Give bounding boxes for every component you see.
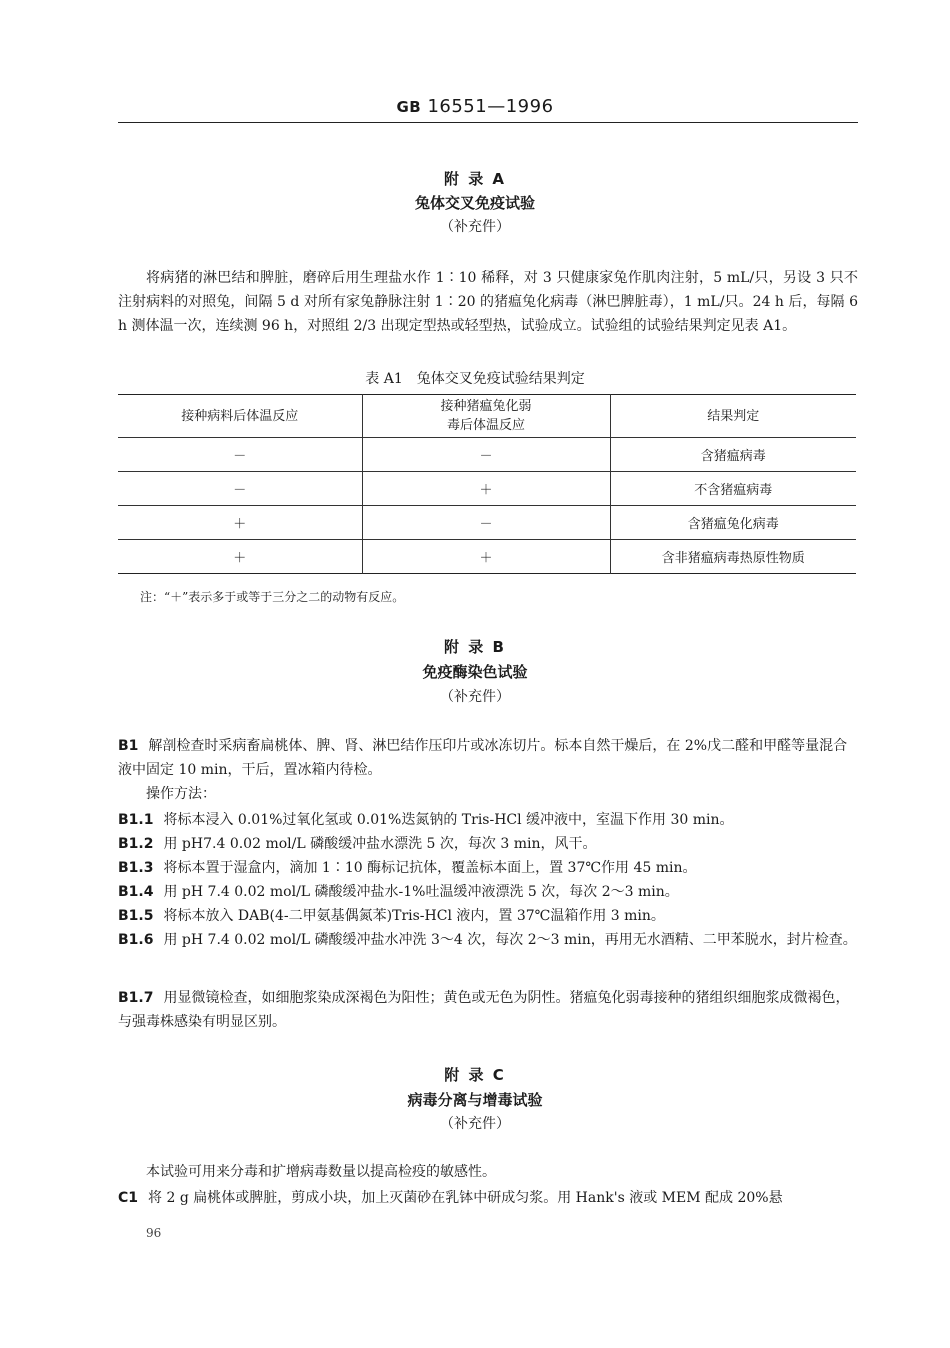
table-cell: 含非猪瘟病毒热原性物质 — [610, 540, 856, 574]
step-text: 将标本放入 DAB(4-二甲氨基偶氮苯)Tris-HCl 液内，置 37℃温箱作用 3 min。 — [163, 908, 665, 924]
annex-b-label: 附 录 B — [444, 638, 506, 656]
table-cell: 含猪瘟病毒 — [610, 438, 856, 472]
table-cell: ＋ — [362, 472, 610, 506]
standard-header — [0, 96, 950, 117]
step-b1-4 — [118, 880, 858, 904]
annex-a-label: 附 录 A — [443, 170, 507, 188]
step-b1-7 — [118, 986, 858, 1034]
step-b1-1 — [118, 808, 858, 832]
step-number: B1.7 — [118, 990, 154, 1006]
table-cell: － — [233, 483, 247, 498]
annex-b-title: 免疫酶染色试验 — [422, 663, 528, 681]
table-cell: ＋ — [233, 551, 247, 566]
step-b1-3 — [118, 856, 858, 880]
table-header-line: 接种猪瘟兔化弱 — [440, 399, 532, 414]
step-number: B1.4 — [118, 884, 154, 900]
annex-c-intro: 本试验可用来分毒和扩增病毒数量以提高检疫的敏感性。 — [146, 1164, 496, 1180]
table-cell: － — [362, 506, 610, 540]
step-number: B1.5 — [118, 908, 154, 924]
procedure-label: 操作方法： — [146, 786, 216, 802]
step-b1-5 — [118, 904, 858, 928]
annex-a-paragraph: 将病猪的淋巴结和脾脏，磨碎后用生理盐水作 1∶10 稀释，对 3 只健康家兔作肌肉注射，5 mL/只，另设 3 只不注射病料的对照兔，间隔 5 d 对所有家兔静脉注射 1∶20 的猪瘟兔化病毒（淋巴脾脏毒），1 mL/只。24 h 后，每隔 6 h 测体温一次，连续测 96 h，对照组 2/3 出现定型热或轻型热，试验成立。试验组的试验结果判定见表 A1。 — [118, 270, 858, 334]
annex-c-title: 病毒分离与增毒试验 — [407, 1091, 543, 1109]
table-note: 注：“＋”表示多于或等于三分之二的动物有反应。 — [140, 590, 405, 604]
standard-number: 16551—1996 — [427, 96, 554, 117]
table-row — [118, 540, 856, 574]
table-row — [118, 438, 856, 472]
table-cell: ＋ — [233, 517, 247, 532]
table-cell: 不含猪瘟病毒 — [610, 472, 856, 506]
clause-text: 将 2 g 扁桃体或脾脏，剪成小块，加上灭菌砂在乳钵中研成匀浆。用 Hank's 液或 MEM 配成 20%悬 — [148, 1190, 783, 1206]
table-cell: － — [362, 438, 610, 472]
step-text: 用 pH 7.4 0.02 mol/L 磷酸缓冲盐水冲洗 3～4 次，每次 2～3 min，再用无水酒精、二甲苯脱水，封片检查。 — [163, 932, 857, 948]
step-number: B1.3 — [118, 860, 154, 876]
page-number: 96 — [146, 1226, 162, 1240]
annex-c-subtitle: （补充件） — [440, 1116, 510, 1132]
clause-c1 — [118, 1186, 858, 1210]
table-header-cell: 结果判定 — [610, 395, 856, 438]
table-cell: 含猪瘟兔化病毒 — [610, 506, 856, 540]
step-number: B1.2 — [118, 836, 154, 852]
table-header-line: 毒后体温反应 — [446, 418, 525, 433]
clause-b1 — [118, 734, 858, 782]
step-b1-6 — [118, 928, 858, 952]
table-header-row — [118, 395, 856, 438]
step-b1-2 — [118, 832, 858, 856]
table-row — [118, 506, 856, 540]
table-a1-caption: 表 A1 兔体交叉免疫试验结果判定 — [365, 371, 585, 387]
standard-prefix: GB — [396, 98, 422, 116]
table-cell: ＋ — [362, 540, 610, 574]
step-number: B1.6 — [118, 932, 154, 948]
annex-a-title: 兔体交叉免疫试验 — [414, 194, 535, 212]
table-a1 — [118, 394, 856, 574]
table-cell: － — [233, 449, 247, 464]
clause-text: 解剖检查时采病畜扁桃体、脾、肾、淋巴结作压印片或冰冻切片。标本自然干燥后，在 2%戊二醛和甲醛等量混合液中固定 10 min，干后，置冰箱内待检。 — [118, 738, 848, 778]
clause-number: C1 — [118, 1190, 139, 1206]
header-rule — [118, 122, 858, 123]
step-text: 用显微镜检查，如细胞浆染成深褐色为阳性；黄色或无色为阴性。猪瘟兔化弱毒接种的猪组织细胞浆成微褐色，与强毒株感染有明显区别。 — [118, 990, 850, 1030]
clause-number: B1 — [118, 738, 139, 754]
annex-a-subtitle: （补充件） — [440, 219, 510, 235]
annex-b-subtitle: （补充件） — [440, 689, 510, 705]
table-row — [118, 472, 856, 506]
step-text: 将标本置于湿盒内，滴加 1∶10 酶标记抗体，覆盖标本面上，置 37℃作用 45 min。 — [163, 860, 697, 876]
step-number: B1.1 — [118, 812, 154, 828]
table-header-cell — [362, 395, 610, 438]
step-text: 用 pH7.4 0.02 mol/L 磷酸缓冲盐水漂洗 5 次，每次 3 min，风干。 — [163, 836, 597, 852]
step-text: 用 pH 7.4 0.02 mol/L 磷酸缓冲盐水-1%吐温缓冲液漂洗 5 次，每次 2～3 min。 — [163, 884, 679, 900]
annex-c-label: 附 录 C — [444, 1066, 506, 1084]
step-text: 将标本浸入 0.01%过氧化氢或 0.01%迭氮钠的 Tris-HCl 缓冲液中，室温下作用 30 min。 — [163, 812, 734, 828]
table-header-cell: 接种病料后体温反应 — [181, 408, 299, 424]
